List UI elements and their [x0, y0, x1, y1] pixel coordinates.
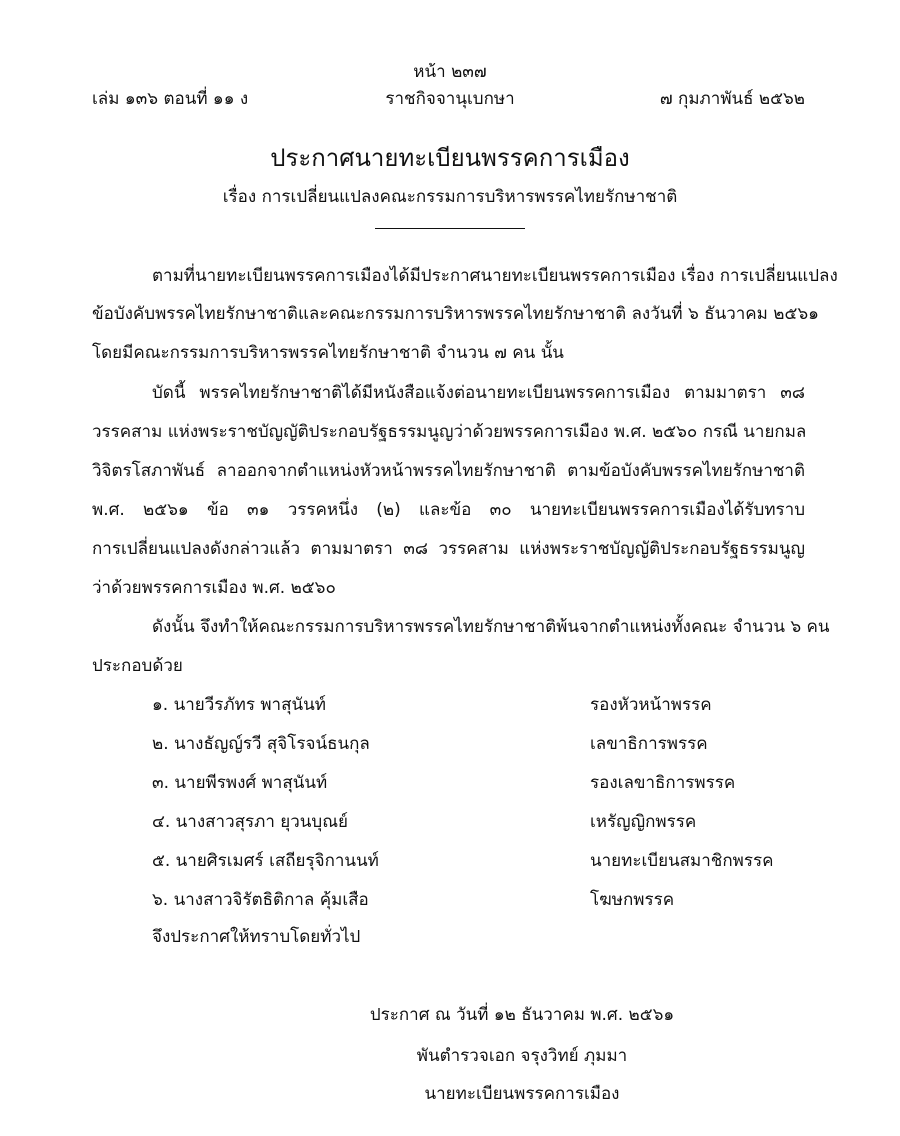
member-position: เหรัญญิกพรรค [590, 812, 697, 832]
member-name: ๔. นางสาวสุรภา ยุวนบุณย์ [152, 812, 348, 832]
signer-name: พันตำรวจเอก จรุงวิทย์ ภุมมา [416, 1046, 628, 1066]
paragraph-line: พ.ศ. ๒๕๖๑ ข้อ ๓๑ วรรคหนึ่ง (๒) และข้อ ๓๐ นายทะเบียนพรรคการเมืองได้รับทราบ [92, 500, 805, 520]
paragraph-line: ประกอบด้วย [92, 656, 183, 676]
paragraph-line: ตามที่นายทะเบียนพรรคการเมืองได้มีประกาศนายทะเบียนพรรคการเมือง เรื่อง การเปลี่ยนแปลง [152, 266, 838, 286]
member-name: ๑. นายวีรภัทร พาสุนันท์ [152, 695, 326, 715]
signer-role: นายทะเบียนพรรคการเมือง [424, 1084, 620, 1104]
issue-date: ๗ กุมภาพันธ์ ๒๕๖๒ [659, 89, 805, 109]
member-name: ๓. นายพีรพงศ์ พาสุนันท์ [152, 773, 328, 793]
member-name: ๒. นางธัญญ์รวี สุจิโรจน์ธนกุล [152, 734, 370, 754]
member-position: โฆษกพรรค [590, 890, 675, 910]
paragraph-line: บัดนี้ พรรคไทยรักษาชาติได้มีหนังสือแจ้งต่อนายทะเบียนพรรคการเมือง ตามมาตรา ๓๘ [152, 383, 805, 403]
member-position: รองหัวหน้าพรรค [590, 695, 712, 715]
member-name: ๖. นางสาวจิรัตธิติกาล คุ้มเสือ [152, 890, 369, 910]
closing-statement: จึงประกาศให้ทราบโดยทั่วไป [152, 927, 361, 947]
paragraph-line: ว่าด้วยพรรคการเมือง พ.ศ. ๒๕๖๐ [92, 578, 336, 598]
paragraph-line: ข้อบังคับพรรคไทยรักษาชาติและคณะกรรมการบริหารพรรคไทยรักษาชาติ ลงวันที่ ๖ ธันวาคม ๒๕๖๑ [92, 304, 819, 324]
member-position: นายทะเบียนสมาชิกพรรค [590, 851, 774, 871]
paragraph-line: ดังนั้น จึงทำให้คณะกรรมการบริหารพรรคไทยรักษาชาติพ้นจากตำแหน่งทั้งคณะ จำนวน ๖ คน [152, 617, 830, 637]
announcement-subject: เรื่อง การเปลี่ยนแปลงคณะกรรมการบริหารพรรคไทยรักษาชาติ [222, 187, 678, 207]
member-name: ๕. นายศิรเมศร์ เสถียรุจิกานนท์ [152, 851, 379, 871]
page-number: หน้า ๒๓๗ [413, 62, 487, 82]
gazette-name: ราชกิจจานุเบกษา [385, 89, 515, 109]
member-position: เลขาธิการพรรค [590, 734, 708, 754]
paragraph-line: วรรคสาม แห่งพระราชบัญญัติประกอบรัฐธรรมนูญว่าด้วยพรรคการเมือง พ.ศ. ๒๕๖๐ กรณี นายกมล [92, 422, 807, 442]
announcement-date: ประกาศ ณ วันที่ ๑๒ ธันวาคม พ.ศ. ๒๕๖๑ [369, 1005, 675, 1025]
paragraph-line: วิจิตรโสภาพันธ์ ลาออกจากตำแหน่งหัวหน้าพรรคไทยรักษาชาติ ตามข้อบังคับพรรคไทยรักษาชาติ [92, 461, 805, 481]
member-position: รองเลขาธิการพรรค [590, 773, 736, 793]
paragraph-line: โดยมีคณะกรรมการบริหารพรรคไทยรักษาชาติ จำนวน ๗ คน นั้น [92, 343, 564, 363]
paragraph-line: การเปลี่ยนแปลงดังกล่าวแล้ว ตามมาตรา ๓๘ วรรคสาม แห่งพระราชบัญญัติประกอบรัฐธรรมนูญ [92, 539, 805, 559]
announcement-title: ประกาศนายทะเบียนพรรคการเมือง [270, 144, 630, 172]
title-divider [375, 228, 525, 229]
volume-issue: เล่ม ๑๓๖ ตอนที่ ๑๑ ง [92, 89, 249, 109]
